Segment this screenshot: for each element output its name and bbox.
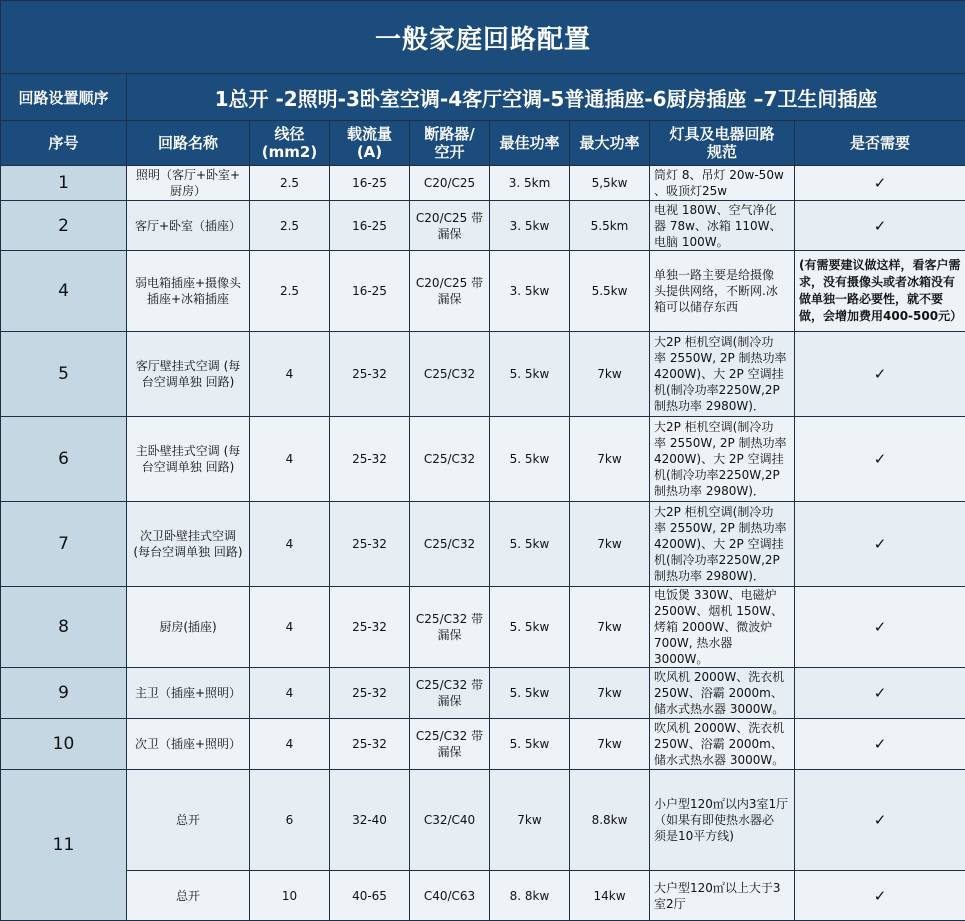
cell-spec: 吹风机 2000W、洗衣机 250W、浴霸 2000m、 储水式热水器 3000W。 — [650, 719, 795, 770]
table-row — [1, 719, 965, 770]
cell-spec: 大2P 柜机空调(制冷功 率 2550W, 2P 制热功率 4200W)、大 2P 空调挂 机(制冷功率2250W,2P 制热功率 2980W)． — [650, 417, 795, 502]
cell-spec: 大户型120㎡以上大于3 室2厅 — [650, 871, 795, 921]
row-index: 4 — [1, 251, 127, 332]
cell-best: 5. 5kw — [490, 332, 570, 417]
cell-needed: ✓ — [795, 871, 965, 921]
cell-needed: ✓ — [795, 770, 965, 871]
cell-needed: ✓ — [795, 201, 965, 251]
cell-best: 8. 8kw — [490, 871, 570, 921]
cell-current: 25-32 — [330, 668, 410, 719]
header-row — [1, 121, 965, 166]
cell-current: 32-40 — [330, 770, 410, 871]
table-row — [1, 502, 965, 587]
cell-needed: ✓ — [795, 502, 965, 587]
cell-wire: 2.5 — [250, 201, 330, 251]
cell-spec: 小户型120㎡以内3室1厅 （如果有即使热水器必 须是10平方线) — [650, 770, 795, 871]
table-row — [1, 587, 965, 668]
cell-name: 照明（客厅+卧室+ 厨房） — [127, 166, 250, 201]
header-max-power: 最大功率 — [570, 121, 650, 166]
cell-name: 主卧壁挂式空调 (每 台空调单独 回路) — [127, 417, 250, 502]
cell-spec: 大2P 柜机空调(制冷功 率 2550W, 2P 制热功率 4200W)、大 2P 空调挂 机(制冷功率2250W,2P 制热功率 2980W)． — [650, 502, 795, 587]
cell-name: 总开 — [127, 871, 250, 921]
row-index: 6 — [1, 417, 127, 502]
cell-wire: 4 — [250, 668, 330, 719]
cell-max: 8.8kw — [570, 770, 650, 871]
cell-max: 5.5km — [570, 201, 650, 251]
cell-breaker: C25/C32 带 漏保 — [410, 587, 490, 668]
row-index: 9 — [1, 668, 127, 719]
header-needed: 是否需要 — [795, 121, 965, 166]
cell-name: 总开 — [127, 770, 250, 871]
header-breaker: 断路器/ 空开 — [410, 121, 490, 166]
cell-name: 客厅壁挂式空调 (每 台空调单独 回路) — [127, 332, 250, 417]
header-index: 序号 — [1, 121, 127, 166]
cell-needed: ✓ — [795, 719, 965, 770]
cell-needed: ✓ — [795, 417, 965, 502]
table-row — [1, 201, 965, 251]
cell-max: 7kw — [570, 719, 650, 770]
cell-spec: 电视 180W、空气净化 器 78w、冰箱 110W、 电脑 100W。 — [650, 201, 795, 251]
table-row — [1, 871, 965, 921]
cell-current: 16-25 — [330, 251, 410, 332]
cell-wire: 4 — [250, 719, 330, 770]
header-best-power: 最佳功率 — [490, 121, 570, 166]
cell-breaker: C25/C32 — [410, 502, 490, 587]
cell-name: 主卫（插座+照明） — [127, 668, 250, 719]
row-index: 11 — [1, 770, 127, 921]
row-index: 7 — [1, 502, 127, 587]
cell-best: 5. 5kw — [490, 668, 570, 719]
cell-best: 5. 5kw — [490, 502, 570, 587]
cell-max: 7kw — [570, 587, 650, 668]
cell-current: 40-65 — [330, 871, 410, 921]
table-row — [1, 251, 965, 332]
cell-needed: ✓ — [795, 587, 965, 668]
row-index: 10 — [1, 719, 127, 770]
cell-best: 5. 5kw — [490, 417, 570, 502]
cell-spec: 吹风机 2000W、洗衣机 250W、浴霸 2000m、 储水式热水器 3000W。 — [650, 668, 795, 719]
sequence-value: 1总开 -2照明-3卧室空调-4客厅空调-5普通插座-6厨房插座 –7卫生间插座 — [127, 74, 965, 121]
cell-max: 7kw — [570, 332, 650, 417]
cell-breaker: C32/C40 — [410, 770, 490, 871]
cell-name: 次卫（插座+照明） — [127, 719, 250, 770]
cell-wire: 2.5 — [250, 251, 330, 332]
cell-max: 7kw — [570, 668, 650, 719]
cell-wire: 4 — [250, 417, 330, 502]
cell-breaker: C20/C25 — [410, 166, 490, 201]
cell-current: 25-32 — [330, 587, 410, 668]
cell-max: 14kw — [570, 871, 650, 921]
cell-spec: 筒灯 8、吊灯 20w-50w 、吸顶灯25w — [650, 166, 795, 201]
cell-needed: ✓ — [795, 166, 965, 201]
page-title: 一般家庭回路配置 — [1, 1, 965, 74]
cell-current: 25-32 — [330, 417, 410, 502]
table-row — [1, 417, 965, 502]
cell-max: 5.5kw — [570, 251, 650, 332]
sequence-label: 回路设置顺序 — [1, 74, 127, 121]
cell-needed: ✓ — [795, 332, 965, 417]
cell-best: 3. 5kw — [490, 251, 570, 332]
cell-current: 25-32 — [330, 332, 410, 417]
cell-breaker: C25/C32 带 漏保 — [410, 719, 490, 770]
cell-best: 3. 5km — [490, 166, 570, 201]
cell-best: 3. 5kw — [490, 201, 570, 251]
row-index: 2 — [1, 201, 127, 251]
cell-breaker: C25/C32 — [410, 417, 490, 502]
cell-wire: 4 — [250, 587, 330, 668]
cell-breaker: C25/C32 带 漏保 — [410, 668, 490, 719]
header-spec: 灯具及电器回路 规范 — [650, 121, 795, 166]
cell-wire: 6 — [250, 770, 330, 871]
header-name: 回路名称 — [127, 121, 250, 166]
row-index: 5 — [1, 332, 127, 417]
cell-current: 16-25 — [330, 201, 410, 251]
cell-best: 5. 5kw — [490, 719, 570, 770]
cell-spec: 大2P 柜机空调(制冷功 率 2550W, 2P 制热功率 4200W)、大 2P 空调挂 机(制冷功率2250W,2P 制热功率 2980W)． — [650, 332, 795, 417]
table-row — [1, 668, 965, 719]
cell-max: 7kw — [570, 502, 650, 587]
table-row — [1, 166, 965, 201]
cell-spec: 电饭煲 330W、电磁炉 2500W、烟机 150W、 烤箱 2000W、微波炉 700W, 热水器 3000W。 — [650, 587, 795, 668]
row-index: 1 — [1, 166, 127, 201]
table-row — [1, 770, 965, 871]
cell-wire: 10 — [250, 871, 330, 921]
cell-needed: (有需要建议做这样，看客户需求，没有摄像头或者冰箱没有做单独一路必要性，就不要做，会增加费用400-500元） — [795, 251, 965, 332]
cell-wire: 4 — [250, 332, 330, 417]
cell-max: 5,5kw — [570, 166, 650, 201]
cell-wire: 4 — [250, 502, 330, 587]
cell-max: 7kw — [570, 417, 650, 502]
cell-breaker: C40/C63 — [410, 871, 490, 921]
cell-best: 5. 5kw — [490, 587, 570, 668]
cell-wire: 2.5 — [250, 166, 330, 201]
cell-name: 厨房(插座) — [127, 587, 250, 668]
cell-needed: ✓ — [795, 668, 965, 719]
cell-name: 次卫卧壁挂式空调 (每台空调单独 回路) — [127, 502, 250, 587]
row-index: 8 — [1, 587, 127, 668]
cell-best: 7kw — [490, 770, 570, 871]
cell-breaker: C20/C25 带 漏保 — [410, 201, 490, 251]
cell-current: 25-32 — [330, 719, 410, 770]
cell-current: 16-25 — [330, 166, 410, 201]
cell-current: 25-32 — [330, 502, 410, 587]
header-current: 载流量 (A) — [330, 121, 410, 166]
cell-spec: 单独一路主要是给摄像 头提供网络，不断网.冰 箱可以储存东西 — [650, 251, 795, 332]
cell-breaker: C20/C25 带 漏保 — [410, 251, 490, 332]
header-wire: 线径 (mm2) — [250, 121, 330, 166]
table-row — [1, 332, 965, 417]
cell-name: 客厅+卧室（插座） — [127, 201, 250, 251]
cell-breaker: C25/C32 — [410, 332, 490, 417]
cell-name: 弱电箱插座+摄像头 插座+冰箱插座 — [127, 251, 250, 332]
